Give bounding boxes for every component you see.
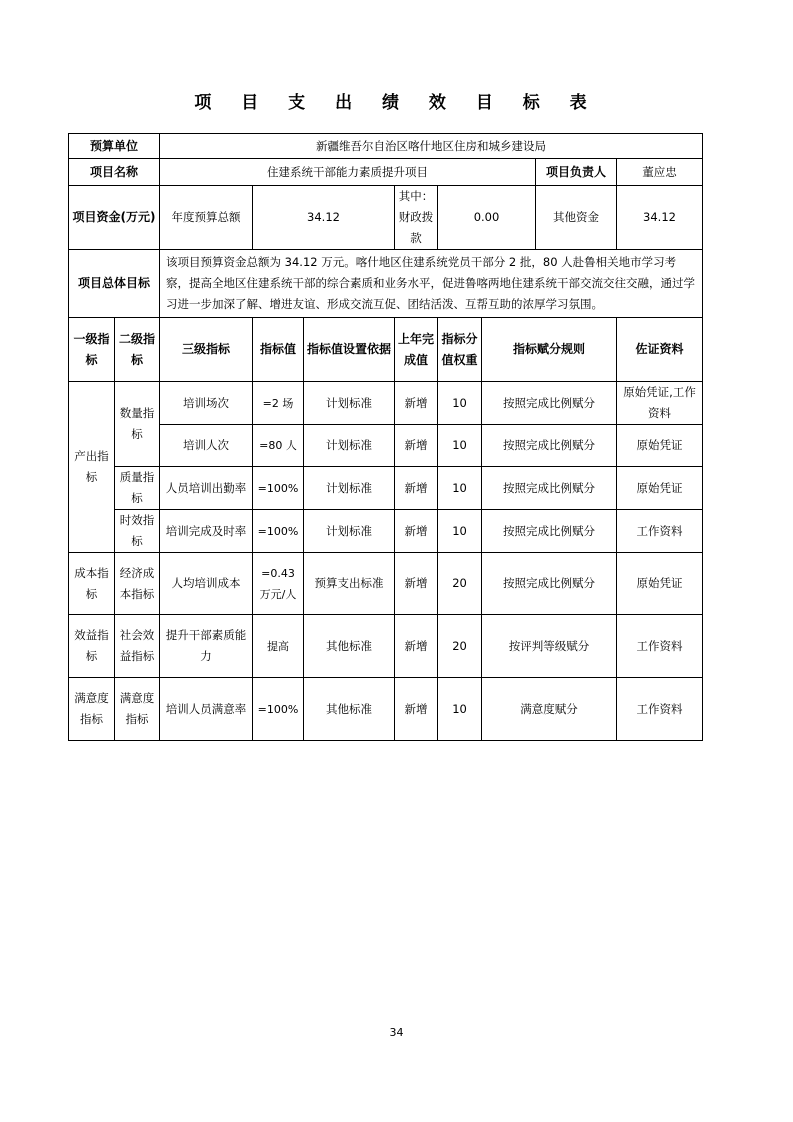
- header-value: 指标值: [253, 318, 304, 382]
- owner-value: 董应忠: [617, 159, 703, 186]
- goal-label: 项目总体目标: [69, 250, 160, 318]
- goal-text: 该项目预算资金总额为 34.12 万元。喀什地区住建系统党员干部分 2 批，80 人赴鲁相关地市学习考察，提高全地区住建系统干部的综合素质和业务水平，促进鲁喀两地住建系统干部交流交往交融，通过学习进一步加深了解、增进友谊、形成交流互促、团结活泼、互帮互助的浓厚学习氛围。: [160, 250, 703, 318]
- level2-quality: 质量指标: [115, 467, 160, 510]
- indicator-cell: 人员培训出勤率: [160, 467, 253, 510]
- owner-label: 项目负责人: [536, 159, 617, 186]
- basis-cell: 其他标准: [304, 615, 395, 678]
- last-year-cell: 新增: [395, 425, 438, 467]
- table-row: [69, 382, 703, 425]
- budget-unit-label: 预算单位: [69, 134, 160, 159]
- level2-social: 社会效益指标: [115, 615, 160, 678]
- evidence-cell: 工作资料: [617, 510, 703, 553]
- basis-cell: 计划标准: [304, 425, 395, 467]
- header-level1: 一级指标: [69, 318, 115, 382]
- evidence-cell: 工作资料: [617, 678, 703, 741]
- rule-cell: 按评判等级赋分: [482, 615, 617, 678]
- evidence-cell: 原始凭证: [617, 553, 703, 615]
- level2-quantity: 数量指标: [115, 382, 160, 467]
- table-row: [69, 510, 703, 553]
- level1-cost: 成本指标: [69, 553, 115, 615]
- rule-cell: 按照完成比例赋分: [482, 425, 617, 467]
- weight-cell: 20: [438, 615, 482, 678]
- level1-satisfaction: 满意度指标: [69, 678, 115, 741]
- project-name-row: [69, 159, 703, 186]
- value-cell: 提高: [253, 615, 304, 678]
- value-cell: =100%: [253, 678, 304, 741]
- basis-cell: 计划标准: [304, 467, 395, 510]
- level1-benefit: 效益指标: [69, 615, 115, 678]
- last-year-cell: 新增: [395, 678, 438, 741]
- goal-row: [69, 250, 703, 318]
- indicator-header-row: [69, 318, 703, 382]
- last-year-cell: 新增: [395, 615, 438, 678]
- indicator-cell: 培训完成及时率: [160, 510, 253, 553]
- fiscal-value: 0.00: [438, 186, 536, 250]
- annual-budget-value: 34.12: [253, 186, 395, 250]
- table-row: [69, 553, 703, 615]
- evidence-cell: 工作资料: [617, 615, 703, 678]
- header-basis: 指标值设置依据: [304, 318, 395, 382]
- evidence-cell: 原始凭证,工作资料: [617, 382, 703, 425]
- performance-target-table: [68, 133, 703, 741]
- weight-cell: 20: [438, 553, 482, 615]
- header-level3: 三级指标: [160, 318, 253, 382]
- header-last-year: 上年完成值: [395, 318, 438, 382]
- project-name-value: 住建系统干部能力素质提升项目: [160, 159, 536, 186]
- evidence-cell: 原始凭证: [617, 467, 703, 510]
- rule-cell: 按照完成比例赋分: [482, 553, 617, 615]
- rule-cell: 满意度赋分: [482, 678, 617, 741]
- table-row: [69, 467, 703, 510]
- level1-output: 产出指标: [69, 382, 115, 553]
- basis-cell: 计划标准: [304, 510, 395, 553]
- level2-satisfaction: 满意度指标: [115, 678, 160, 741]
- level2-economic: 经济成本指标: [115, 553, 160, 615]
- weight-cell: 10: [438, 678, 482, 741]
- indicator-cell: 培训人次: [160, 425, 253, 467]
- page-number: 34: [389, 1026, 404, 1039]
- weight-cell: 10: [438, 467, 482, 510]
- funds-row: [69, 186, 703, 250]
- weight-cell: 10: [438, 382, 482, 425]
- basis-cell: 预算支出标准: [304, 553, 395, 615]
- table-row: [69, 425, 703, 467]
- table-row: [69, 615, 703, 678]
- fiscal-label: 其中：财政拨款: [395, 186, 438, 250]
- funds-label: 项目资金(万元): [69, 186, 160, 250]
- project-name-label: 项目名称: [69, 159, 160, 186]
- evidence-cell: 原始凭证: [617, 425, 703, 467]
- weight-cell: 10: [438, 510, 482, 553]
- header-rule: 指标赋分规则: [482, 318, 617, 382]
- value-cell: =100%: [253, 510, 304, 553]
- indicator-cell: 培训人员满意率: [160, 678, 253, 741]
- last-year-cell: 新增: [395, 467, 438, 510]
- rule-cell: 按照完成比例赋分: [482, 510, 617, 553]
- value-cell: =0.43 万元/人: [253, 553, 304, 615]
- header-level2: 二级指标: [115, 318, 160, 382]
- budget-unit-row: [69, 134, 703, 159]
- header-evidence: 佐证资料: [617, 318, 703, 382]
- header-weight: 指标分值权重: [438, 318, 482, 382]
- indicator-cell: 人均培训成本: [160, 553, 253, 615]
- indicator-cell: 提升干部素质能力: [160, 615, 253, 678]
- basis-cell: 计划标准: [304, 382, 395, 425]
- table-row: [69, 678, 703, 741]
- last-year-cell: 新增: [395, 382, 438, 425]
- value-cell: =100%: [253, 467, 304, 510]
- basis-cell: 其他标准: [304, 678, 395, 741]
- indicator-cell: 培训场次: [160, 382, 253, 425]
- rule-cell: 按照完成比例赋分: [482, 467, 617, 510]
- budget-unit-value: 新疆维吾尔自治区喀什地区住房和城乡建设局: [160, 134, 703, 159]
- value-cell: =2 场: [253, 382, 304, 425]
- page-title: 项 目 支 出 绩 效 目 标 表: [194, 93, 599, 113]
- last-year-cell: 新增: [395, 553, 438, 615]
- weight-cell: 10: [438, 425, 482, 467]
- annual-budget-label: 年度预算总额: [160, 186, 253, 250]
- other-funds-label: 其他资金: [536, 186, 617, 250]
- other-funds-value: 34.12: [617, 186, 703, 250]
- last-year-cell: 新增: [395, 510, 438, 553]
- level2-timeliness: 时效指标: [115, 510, 160, 553]
- value-cell: =80 人: [253, 425, 304, 467]
- rule-cell: 按照完成比例赋分: [482, 382, 617, 425]
